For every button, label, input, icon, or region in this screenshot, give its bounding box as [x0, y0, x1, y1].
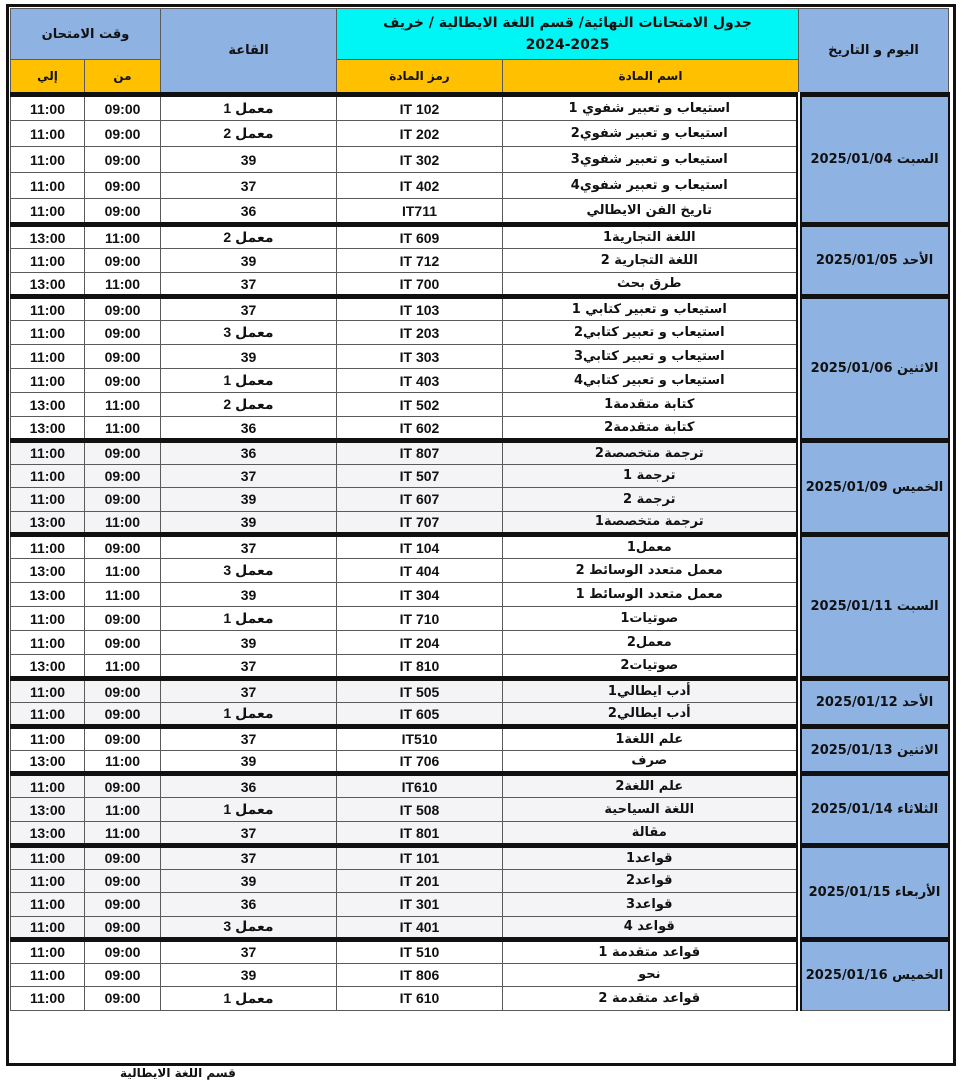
room-cell: 36 [161, 441, 337, 465]
day-date-cell: الخميس 2025/01/09 [799, 441, 949, 535]
time-to-cell: 13:00 [11, 750, 85, 774]
time-to-cell: 11:00 [11, 727, 85, 751]
table-row [11, 441, 949, 465]
subject-name-cell: تاريخ الفن الايطالي [503, 199, 799, 225]
time-from-cell: 09:00 [85, 607, 161, 631]
time-from-cell: 11:00 [85, 225, 161, 249]
subject-code-cell: IT 101 [337, 846, 503, 870]
table-row [11, 535, 949, 559]
time-from-cell: 09:00 [85, 727, 161, 751]
time-from-cell: 09:00 [85, 703, 161, 727]
header-day-date: اليوم و التاريخ [799, 9, 949, 95]
room-cell: 39 [161, 963, 337, 987]
time-from-cell: 09:00 [85, 916, 161, 940]
subject-code-cell: IT 201 [337, 869, 503, 893]
subject-name-cell: ترجمة متخصصة1 [503, 511, 799, 535]
subject-name-cell: قواعد2 [503, 869, 799, 893]
subject-name-cell: استيعاب و تعبير كتابي2 [503, 321, 799, 345]
room-cell: معمل 2 [161, 225, 337, 249]
subject-code-cell: IT 508 [337, 798, 503, 822]
subject-name-cell: كتابة متقدمة1 [503, 393, 799, 417]
time-to-cell: 11:00 [11, 345, 85, 369]
subject-name-cell: علم اللغة1 [503, 727, 799, 751]
table-row [11, 225, 949, 249]
time-to-cell: 13:00 [11, 559, 85, 583]
time-to-cell: 11:00 [11, 369, 85, 393]
time-from-cell: 09:00 [85, 464, 161, 488]
subject-name-cell: استيعاب و تعبير شفوي4 [503, 173, 799, 199]
header-subject-code: رمز المادة [337, 60, 503, 95]
subject-name-cell: قواعد3 [503, 893, 799, 917]
subject-code-cell: IT 505 [337, 679, 503, 703]
time-from-cell: 09:00 [85, 345, 161, 369]
room-cell: معمل 3 [161, 916, 337, 940]
time-to-cell: 11:00 [11, 173, 85, 199]
room-cell: 36 [161, 417, 337, 441]
room-cell: 37 [161, 273, 337, 297]
header-subject-name: اسم المادة [503, 60, 799, 95]
time-from-cell: 09:00 [85, 297, 161, 321]
room-cell: 39 [161, 147, 337, 173]
room-cell: معمل 1 [161, 95, 337, 121]
subject-code-cell: IT 303 [337, 345, 503, 369]
time-to-cell: 11:00 [11, 893, 85, 917]
day-date-cell: الثلاثاء 2025/01/14 [799, 774, 949, 846]
subject-name-cell: معمل1 [503, 535, 799, 559]
subject-name-cell: ترجمة 2 [503, 488, 799, 512]
time-to-cell: 11:00 [11, 464, 85, 488]
time-from-cell: 09:00 [85, 147, 161, 173]
subject-name-cell: ترجمة 1 [503, 464, 799, 488]
header-time-from: من [85, 60, 161, 95]
subject-code-cell: IT711 [337, 199, 503, 225]
subject-code-cell: IT 507 [337, 464, 503, 488]
time-to-cell: 11:00 [11, 916, 85, 940]
time-from-cell: 11:00 [85, 822, 161, 846]
subject-name-cell: أدب ايطالي2 [503, 703, 799, 727]
subject-code-cell: IT510 [337, 727, 503, 751]
time-to-cell: 11:00 [11, 940, 85, 964]
time-to-cell: 11:00 [11, 488, 85, 512]
subject-name-cell: علم اللغة2 [503, 774, 799, 798]
subject-code-cell: IT 806 [337, 963, 503, 987]
time-from-cell: 11:00 [85, 511, 161, 535]
table-row [11, 774, 949, 798]
room-cell: 37 [161, 727, 337, 751]
time-to-cell: 11:00 [11, 607, 85, 631]
day-date-cell: الاثنين 2025/01/13 [799, 727, 949, 774]
room-cell: 37 [161, 846, 337, 870]
subject-name-cell: طرق بحث [503, 273, 799, 297]
title-line-2: 2024-2025 [525, 37, 610, 53]
subject-name-cell: قواعد 4 [503, 916, 799, 940]
time-to-cell: 13:00 [11, 822, 85, 846]
subject-name-cell: قواعد متقدمة 2 [503, 987, 799, 1011]
time-from-cell: 09:00 [85, 631, 161, 655]
room-cell: معمل 3 [161, 559, 337, 583]
room-cell: 39 [161, 511, 337, 535]
time-from-cell: 11:00 [85, 273, 161, 297]
subject-code-cell: IT 801 [337, 822, 503, 846]
time-from-cell: 11:00 [85, 750, 161, 774]
day-date-cell: السبت 2025/01/11 [799, 535, 949, 679]
time-to-cell: 11:00 [11, 774, 85, 798]
time-to-cell: 11:00 [11, 121, 85, 147]
room-cell: معمل 2 [161, 121, 337, 147]
room-cell: معمل 1 [161, 798, 337, 822]
subject-code-cell: IT 510 [337, 940, 503, 964]
room-cell: 36 [161, 774, 337, 798]
subject-code-cell: IT 402 [337, 173, 503, 199]
time-to-cell: 13:00 [11, 273, 85, 297]
subject-code-cell: IT 403 [337, 369, 503, 393]
day-date-cell: الخميس 2025/01/16 [799, 940, 949, 1011]
subject-code-cell: IT 810 [337, 655, 503, 679]
time-to-cell: 13:00 [11, 655, 85, 679]
table-row [11, 846, 949, 870]
time-to-cell: 13:00 [11, 417, 85, 441]
header-room: القاعة [161, 9, 337, 95]
room-cell: معمل 2 [161, 393, 337, 417]
subject-name-cell: أدب ايطالي1 [503, 679, 799, 703]
time-from-cell: 11:00 [85, 417, 161, 441]
time-from-cell: 11:00 [85, 655, 161, 679]
day-date-cell: السبت 2025/01/04 [799, 95, 949, 225]
subject-code-cell: IT 700 [337, 273, 503, 297]
subject-code-cell: IT 807 [337, 441, 503, 465]
time-to-cell: 11:00 [11, 679, 85, 703]
time-to-cell: 11:00 [11, 147, 85, 173]
room-cell: 36 [161, 199, 337, 225]
room-cell: معمل 1 [161, 607, 337, 631]
table-header [11, 9, 949, 95]
subject-code-cell: IT 202 [337, 121, 503, 147]
room-cell: 37 [161, 822, 337, 846]
subject-code-cell: IT 102 [337, 95, 503, 121]
subject-code-cell: IT 404 [337, 559, 503, 583]
time-from-cell: 09:00 [85, 321, 161, 345]
subject-code-cell: IT 104 [337, 535, 503, 559]
time-from-cell: 11:00 [85, 393, 161, 417]
room-cell: معمل 1 [161, 703, 337, 727]
exam-schedule-table [10, 8, 950, 1011]
room-cell: 39 [161, 631, 337, 655]
time-to-cell: 11:00 [11, 535, 85, 559]
time-from-cell: 09:00 [85, 963, 161, 987]
room-cell: 37 [161, 535, 337, 559]
subject-code-cell: IT 204 [337, 631, 503, 655]
day-date-cell: الأحد 2025/01/05 [799, 225, 949, 297]
subject-code-cell: IT 602 [337, 417, 503, 441]
day-date-cell: الأربعاء 2025/01/15 [799, 846, 949, 940]
subject-code-cell: IT 607 [337, 488, 503, 512]
time-to-cell: 13:00 [11, 583, 85, 607]
title-line-1: جدول الامتحانات النهائية/ قسم اللغة الايطالية / خريف [383, 15, 752, 31]
subject-code-cell: IT 609 [337, 225, 503, 249]
time-to-cell: 11:00 [11, 297, 85, 321]
time-from-cell: 11:00 [85, 798, 161, 822]
time-from-cell: 09:00 [85, 893, 161, 917]
subject-name-cell: قواعد متقدمة 1 [503, 940, 799, 964]
room-cell: 37 [161, 655, 337, 679]
time-to-cell: 13:00 [11, 225, 85, 249]
time-from-cell: 09:00 [85, 940, 161, 964]
subject-name-cell: اللغة التجارية1 [503, 225, 799, 249]
time-to-cell: 13:00 [11, 511, 85, 535]
room-cell: معمل 1 [161, 987, 337, 1011]
subject-code-cell: IT 710 [337, 607, 503, 631]
time-from-cell: 11:00 [85, 583, 161, 607]
subject-name-cell: استيعاب و تعبير كتابي 1 [503, 297, 799, 321]
subject-code-cell: IT 401 [337, 916, 503, 940]
time-from-cell: 09:00 [85, 535, 161, 559]
subject-name-cell: معمل متعدد الوسائط 2 [503, 559, 799, 583]
subject-code-cell: IT 103 [337, 297, 503, 321]
room-cell: 37 [161, 464, 337, 488]
table-row [11, 727, 949, 751]
room-cell: 39 [161, 583, 337, 607]
subject-name-cell: استيعاب و تعبير شفوي 1 [503, 95, 799, 121]
subject-code-cell: IT 301 [337, 893, 503, 917]
room-cell: 37 [161, 297, 337, 321]
subject-name-cell: معمل2 [503, 631, 799, 655]
table-row [11, 679, 949, 703]
subject-name-cell: صوتيات2 [503, 655, 799, 679]
subject-name-cell: صوتيات1 [503, 607, 799, 631]
time-to-cell: 13:00 [11, 393, 85, 417]
subject-name-cell: قواعد1 [503, 846, 799, 870]
time-from-cell: 09:00 [85, 774, 161, 798]
schedule-title [337, 9, 799, 60]
subject-code-cell: IT 706 [337, 750, 503, 774]
room-cell: 37 [161, 679, 337, 703]
room-cell: 36 [161, 893, 337, 917]
time-from-cell: 09:00 [85, 679, 161, 703]
subject-code-cell: IT 302 [337, 147, 503, 173]
time-to-cell: 11:00 [11, 95, 85, 121]
subject-name-cell: استيعاب و تعبير شفوي2 [503, 121, 799, 147]
time-from-cell: 09:00 [85, 199, 161, 225]
time-to-cell: 11:00 [11, 869, 85, 893]
subject-code-cell: IT610 [337, 774, 503, 798]
table-row [11, 95, 949, 121]
room-cell: 39 [161, 869, 337, 893]
subject-code-cell: IT 502 [337, 393, 503, 417]
subject-name-cell: معمل متعدد الوسائط 1 [503, 583, 799, 607]
subject-code-cell: IT 203 [337, 321, 503, 345]
subject-code-cell: IT 712 [337, 249, 503, 273]
room-cell: 37 [161, 940, 337, 964]
time-to-cell: 11:00 [11, 846, 85, 870]
time-to-cell: 11:00 [11, 321, 85, 345]
table-row [11, 940, 949, 964]
room-cell: 39 [161, 488, 337, 512]
subject-code-cell: IT 605 [337, 703, 503, 727]
room-cell: معمل 3 [161, 321, 337, 345]
time-from-cell: 09:00 [85, 869, 161, 893]
subject-name-cell: مقالة [503, 822, 799, 846]
subject-name-cell: اللغة السياحية [503, 798, 799, 822]
subject-name-cell: استيعاب و تعبير كتابي4 [503, 369, 799, 393]
time-from-cell: 09:00 [85, 249, 161, 273]
footer-department: قسم اللغة الايطالية [120, 1066, 236, 1080]
room-cell: 39 [161, 750, 337, 774]
time-from-cell: 09:00 [85, 846, 161, 870]
day-date-cell: الاثنين 2025/01/06 [799, 297, 949, 441]
time-from-cell: 09:00 [85, 369, 161, 393]
subject-code-cell: IT 304 [337, 583, 503, 607]
time-from-cell: 09:00 [85, 173, 161, 199]
subject-name-cell: نحو [503, 963, 799, 987]
subject-name-cell: كتابة متقدمة2 [503, 417, 799, 441]
time-to-cell: 11:00 [11, 963, 85, 987]
room-cell: 39 [161, 249, 337, 273]
time-to-cell: 11:00 [11, 199, 85, 225]
subject-name-cell: استيعاب و تعبير شفوي3 [503, 147, 799, 173]
room-cell: 39 [161, 345, 337, 369]
header-time-to: إلي [11, 60, 85, 95]
day-date-cell: الأحد 2025/01/12 [799, 679, 949, 727]
time-to-cell: 11:00 [11, 441, 85, 465]
time-from-cell: 11:00 [85, 559, 161, 583]
subject-name-cell: صرف [503, 750, 799, 774]
time-to-cell: 11:00 [11, 987, 85, 1011]
time-from-cell: 09:00 [85, 488, 161, 512]
subject-name-cell: ترجمة متخصصة2 [503, 441, 799, 465]
subject-name-cell: اللغة التجارية 2 [503, 249, 799, 273]
table-row [11, 297, 949, 321]
header-exam-time: وقت الامتحان [11, 9, 161, 60]
subject-code-cell: IT 610 [337, 987, 503, 1011]
subject-name-cell: استيعاب و تعبير كتابي3 [503, 345, 799, 369]
time-to-cell: 11:00 [11, 249, 85, 273]
table-body [11, 95, 949, 1011]
subject-code-cell: IT 707 [337, 511, 503, 535]
time-from-cell: 09:00 [85, 987, 161, 1011]
room-cell: معمل 1 [161, 369, 337, 393]
time-from-cell: 09:00 [85, 95, 161, 121]
time-to-cell: 13:00 [11, 798, 85, 822]
room-cell: 37 [161, 173, 337, 199]
time-from-cell: 09:00 [85, 121, 161, 147]
time-to-cell: 11:00 [11, 703, 85, 727]
time-from-cell: 09:00 [85, 441, 161, 465]
time-to-cell: 11:00 [11, 631, 85, 655]
